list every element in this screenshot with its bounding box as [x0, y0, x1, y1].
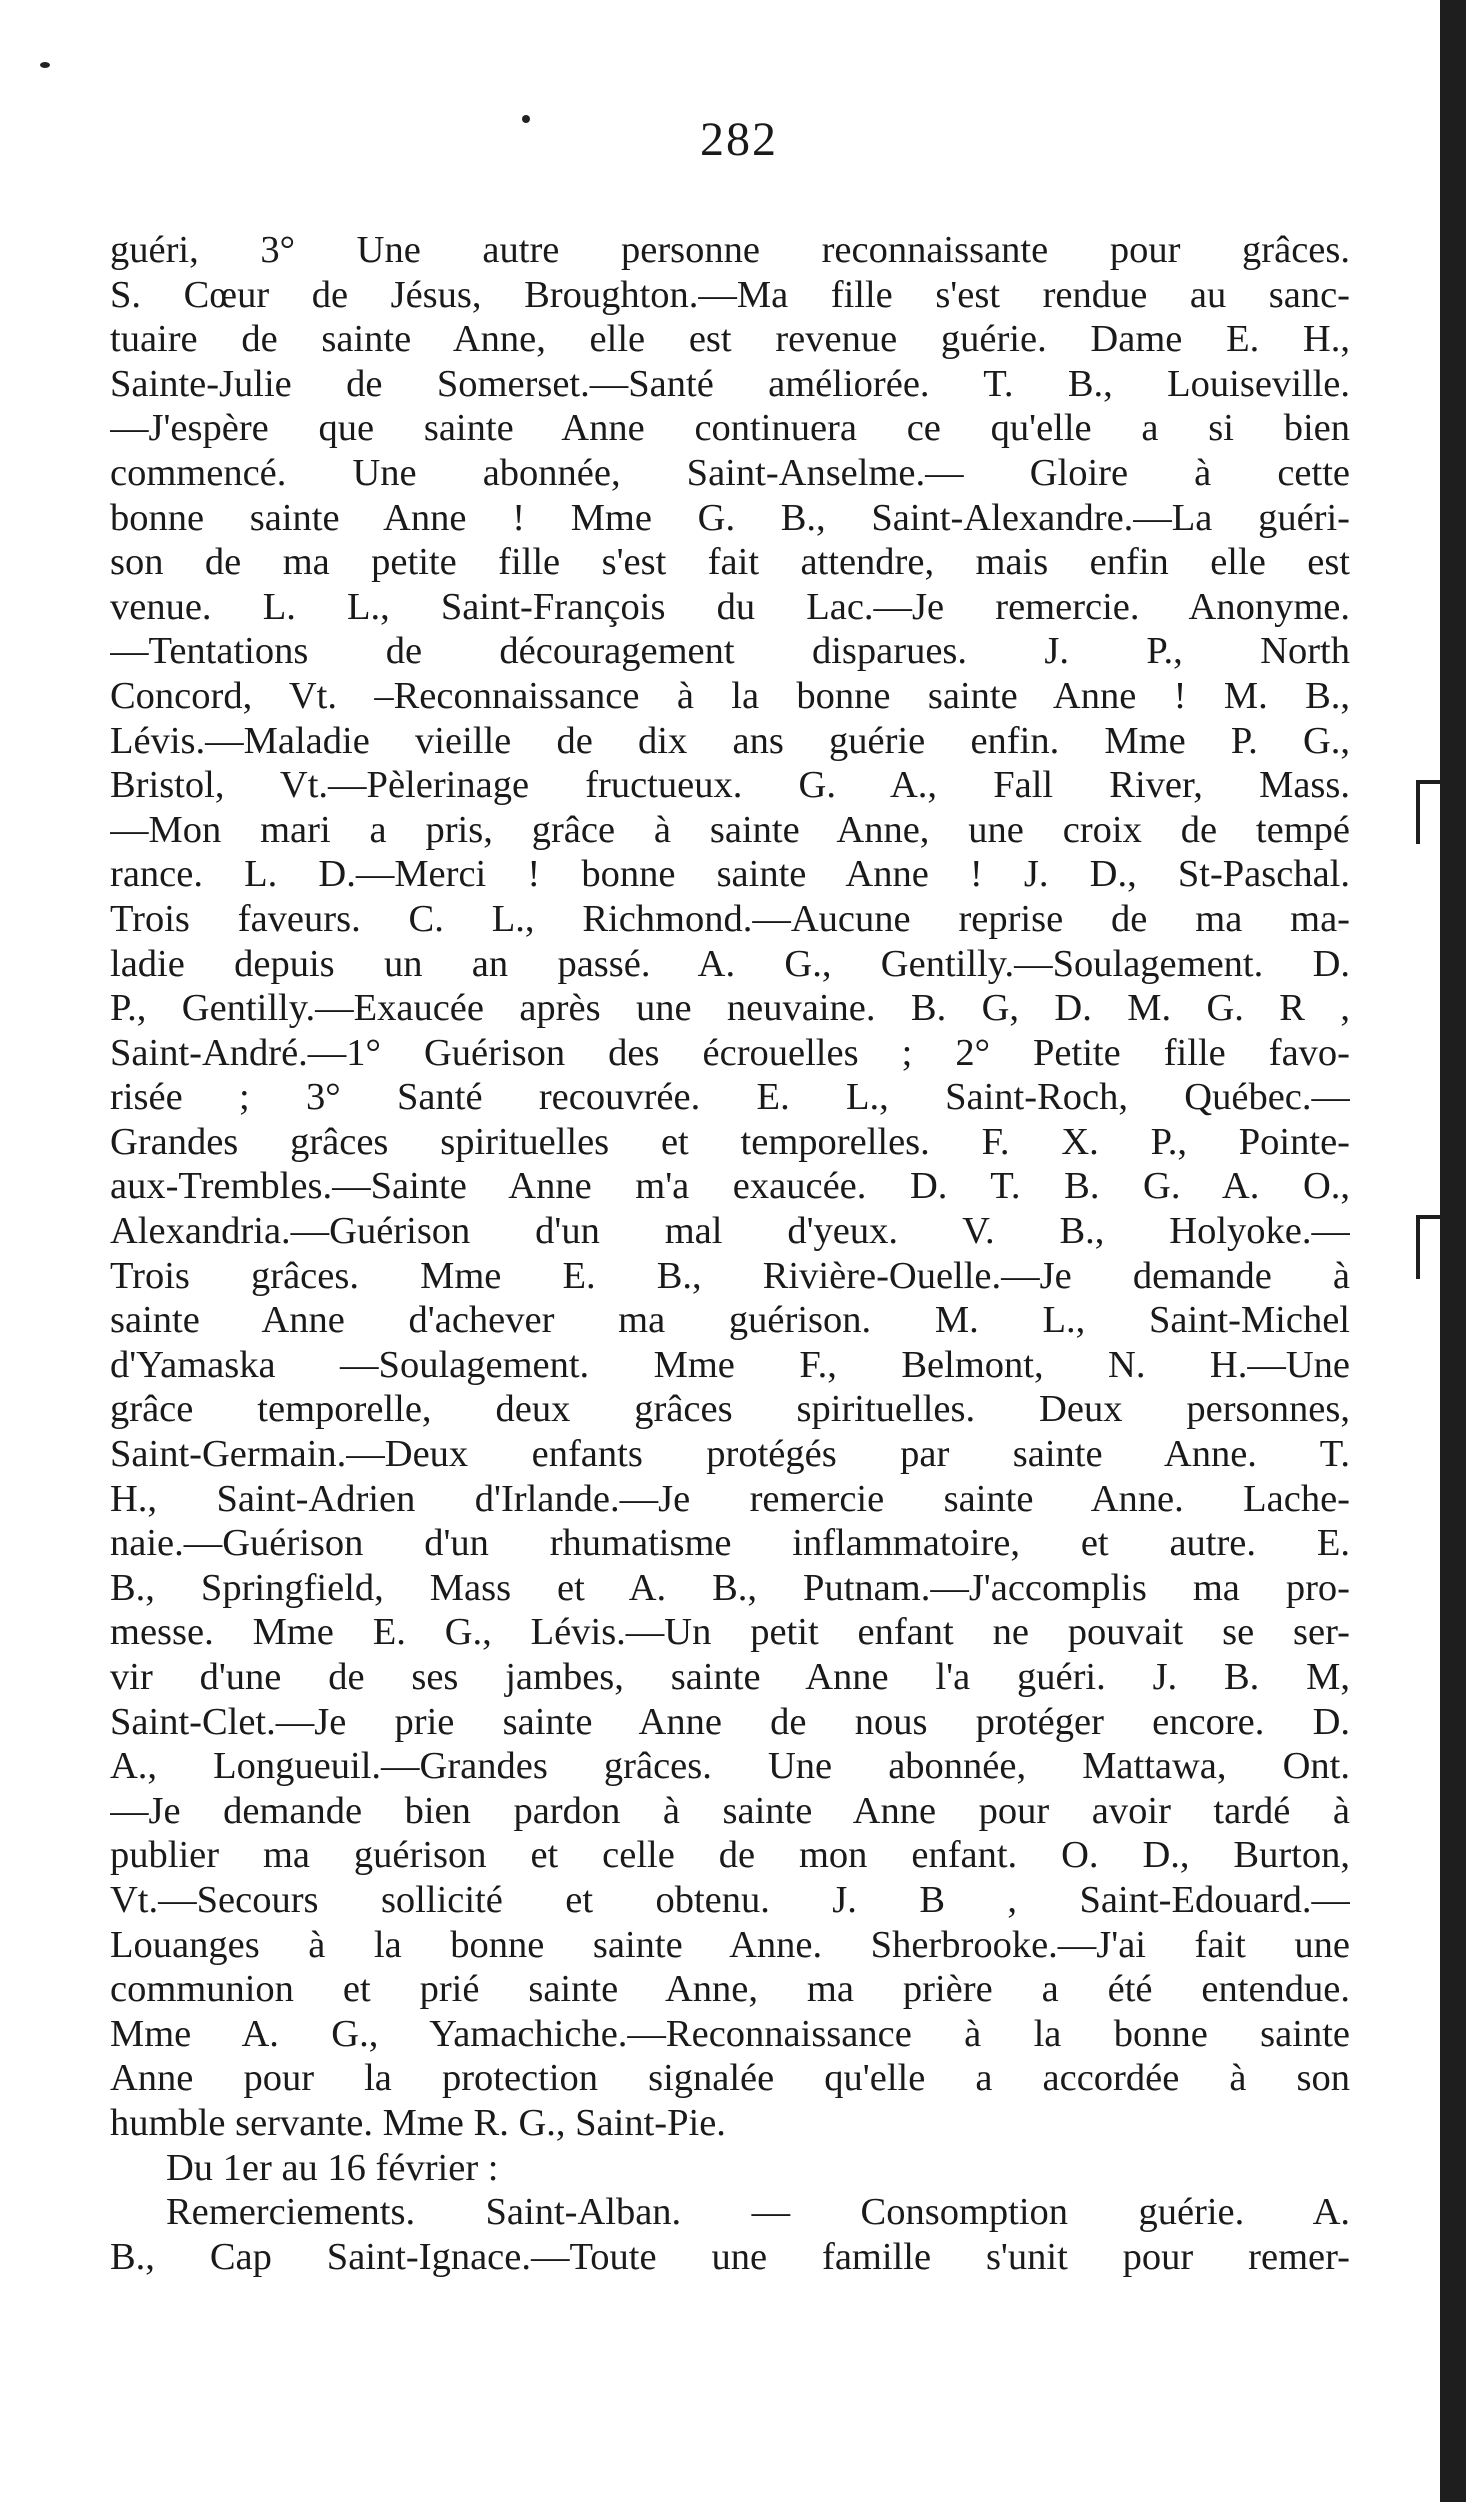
text-line: Trois faveurs. C. L., Richmond.—Aucune reprise de ma ma-: [110, 897, 1350, 940]
text-line: —J'espère que sainte Anne continuera ce qu'elle a si bien: [110, 407, 1350, 450]
text-line: Saint-Germain.—Deux enfants protégés par sainte Anne. T.: [110, 1433, 1350, 1476]
text-line: S. Cœur de Jésus, Broughton.—Ma fille s'est rendue au sanc-: [110, 273, 1350, 316]
text-line: sainte Anne d'achever ma guérison. M. L., Saint-Michel: [110, 1299, 1350, 1342]
text-line: vir d'une de ses jambes, sainte Anne l'a guéri. J. B. M,: [110, 1656, 1350, 1698]
text-line: Louanges à la bonne sainte Anne. Sherbrooke.—J'ai fait une: [110, 1923, 1350, 1966]
page-edge-notch: [1416, 1215, 1446, 1279]
text-line: P., Gentilly.—Exaucée après une neuvaine. B. G, D. M. G. R ,: [110, 987, 1350, 1030]
text-line: Grandes grâces spirituelles et temporelles. F. X. P., Pointe-: [110, 1120, 1350, 1163]
text-line: risée ; 3° Santé recouvrée. E. L., Saint-Roch, Québec.—: [110, 1076, 1350, 1119]
text-line: Lévis.—Maladie vieille de dix ans guérie enfin. Mme P. G.,: [110, 719, 1350, 762]
text-line: B., Springfield, Mass et A. B., Putnam.—J'accomplis ma pro-: [110, 1566, 1350, 1609]
text-line: naie.—Guérison d'un rhumatisme inflammatoire, et autre. E.: [110, 1522, 1350, 1565]
text-line: Alexandria.—Guérison d'un mal d'yeux. V. B., Holyoke.—: [110, 1210, 1350, 1253]
text-line: H., Saint-Adrien d'Irlande.—Je remercie sainte Anne. Lache-: [110, 1477, 1350, 1520]
section-date-heading: Du 1er au 16 février :: [166, 2146, 499, 2189]
text-line: A., Longueuil.—Grandes grâces. Une abonnée, Mattawa, Ont.: [110, 1745, 1350, 1788]
text-line: B., Cap Saint-Ignace.—Toute une famille s'unit pour remer-: [110, 2235, 1350, 2278]
text-line: Vt.—Secours sollicité et obtenu. J. B , Saint-Edouard.—: [110, 1878, 1350, 1921]
text-line: Sainte-Julie de Somerset.—Santé améliorée. T. B., Louiseville.: [110, 362, 1350, 405]
text-line: Bristol, Vt.—Pèlerinage fructueux. G. A., Fall River, Mass.: [110, 764, 1350, 807]
text-line: publier ma guérison et celle de mon enfant. O. D., Burton,: [110, 1834, 1350, 1877]
text-line: aux-Trembles.—Sainte Anne m'a exaucée. D. T. B. G. A. O.,: [110, 1165, 1350, 1208]
text-line: Trois grâces. Mme E. B., Rivière-Ouelle.—Je demande à: [110, 1254, 1350, 1297]
ink-speck: [40, 62, 50, 68]
page-edge-notch: [1416, 780, 1446, 844]
text-line: tuaire de sainte Anne, elle est revenue guérie. Dame E. H.,: [110, 318, 1350, 361]
text-line: venue. L. L., Saint-François du Lac.—Je remercie. Anonyme.: [110, 585, 1350, 628]
text-line: Concord, Vt. –Reconnaissance à la bonne sainte Anne ! M. B.,: [110, 674, 1350, 717]
text-line: Remerciements. Saint-Alban. — Consomption guérie. A.: [166, 2191, 1350, 2234]
text-line: messe. Mme E. G., Lévis.—Un petit enfant ne pouvait se ser-: [110, 1611, 1350, 1654]
text-line: —Je demande bien pardon à sainte Anne pour avoir tardé à: [110, 1789, 1350, 1832]
text-line: Anne pour la protection signalée qu'elle a accordée à son: [110, 2057, 1350, 2100]
text-line: humble servante. Mme R. G., Saint-Pie.: [110, 2101, 726, 2144]
page-number: 282: [700, 113, 778, 166]
text-line: rance. L. D.—Merci ! bonne sainte Anne ! J. D., St-Paschal.: [110, 853, 1350, 896]
text-line: —Tentations de découragement disparues. J. P., North: [110, 630, 1350, 673]
text-line: son de ma petite fille s'est fait attendre, mais enfin elle est: [110, 541, 1350, 584]
text-line: ladie depuis un an passé. A. G., Gentilly.—Soulagement. D.: [110, 942, 1350, 985]
text-line: Saint-André.—1° Guérison des écrouelles ; 2° Petite fille favo-: [110, 1031, 1350, 1074]
text-line: commencé. Une abonnée, Saint-Anselme.— Gloire à cette: [110, 451, 1350, 494]
text-line: d'Yamaska —Soulagement. Mme F., Belmont, N. H.—Une: [110, 1343, 1350, 1386]
text-line: Saint-Clet.—Je prie sainte Anne de nous protéger encore. D.: [110, 1700, 1350, 1743]
text-line: grâce temporelle, deux grâces spirituelles. Deux personnes,: [110, 1388, 1350, 1431]
text-line: communion et prié sainte Anne, ma prière a été entendue.: [110, 1968, 1350, 2011]
text-line: Mme A. G., Yamachiche.—Reconnaissance à la bonne sainte: [110, 2012, 1350, 2055]
text-line: —Mon mari a pris, grâce à sainte Anne, une croix de tempé: [110, 808, 1350, 851]
text-line: bonne sainte Anne ! Mme G. B., Saint-Alexandre.—La guéri-: [110, 496, 1350, 539]
text-line: guéri, 3° Une autre personne reconnaissante pour grâces.: [110, 229, 1350, 271]
body-text: [110, 228, 1350, 2279]
